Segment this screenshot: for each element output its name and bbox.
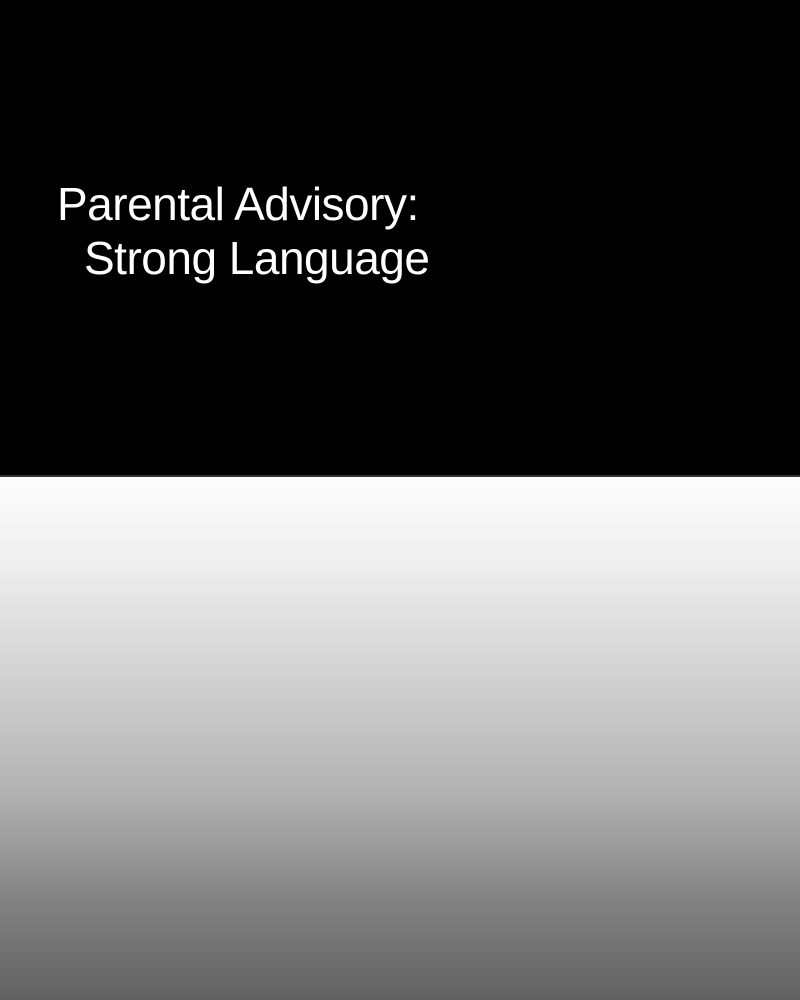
title-line-2: Strong Language (84, 232, 430, 284)
title-panel (0, 0, 800, 477)
title-line-1: Parental Advisory: (57, 178, 419, 230)
gradient-background (0, 477, 800, 1000)
slide-title (57, 177, 429, 285)
